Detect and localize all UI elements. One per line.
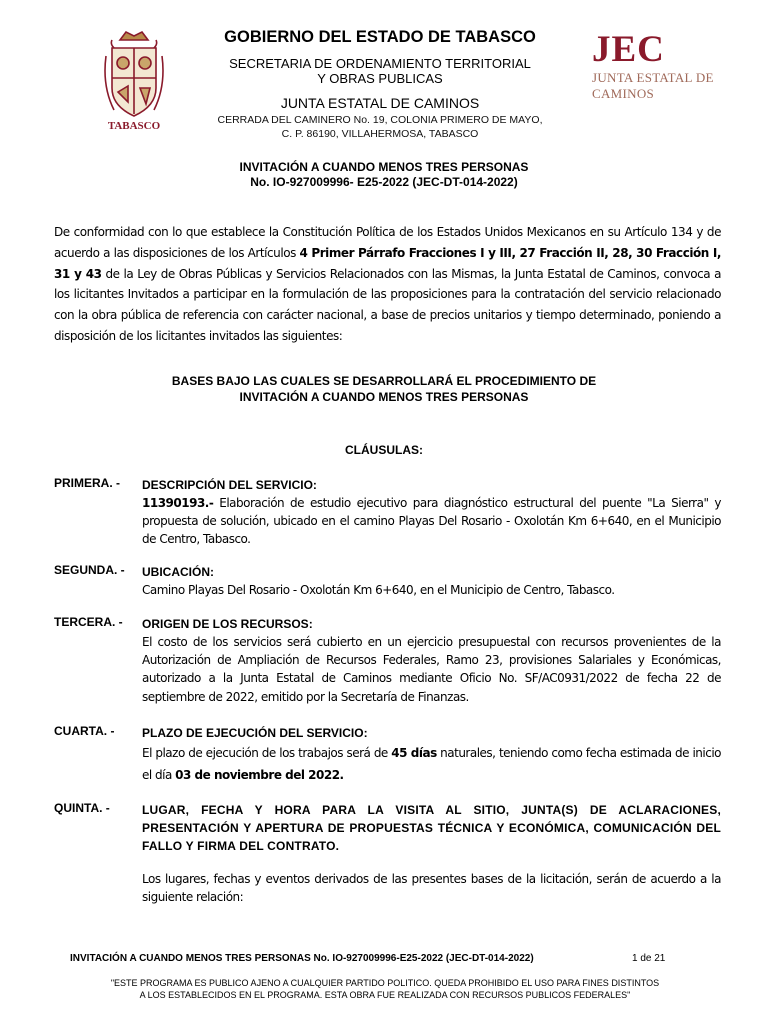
- service-description: Elaboración de estudio ejecutivo para diagnóstico estructural del puente "La Sierra" y propuesta de solución, ubicado en el camino Playas Del Rosario - Oxolotán Km 6+640, en el Municipio de Centro, Tabasco.: [142, 496, 721, 547]
- invitation-title: [0, 160, 768, 190]
- government-title: GOBIERNO DEL ESTADO DE TABASCO: [224, 28, 536, 46]
- secretaria-name: [190, 56, 570, 86]
- seal-label: TABASCO: [107, 120, 161, 132]
- tabasco-coat-of-arms-icon: [100, 26, 168, 134]
- bases-title-line-2: INVITACIÓN A CUANDO MENOS TRES PERSONAS: [239, 389, 529, 404]
- bases-title: [0, 374, 768, 405]
- clause-quinta: [54, 801, 721, 906]
- clause-text: Los lugares, fechas y eventos derivados de las presentes bases de la licitación, serán de acuerdo a la siguiente relación:: [142, 871, 721, 904]
- clause-label: TERCERA. -: [54, 615, 123, 629]
- clause-label: CUARTA. -: [54, 724, 115, 738]
- clause-heading: LUGAR, FECHA Y HORA PARA LA VISITA AL SITIO, JUNTA(S) DE ACLARACIONES, PRESENTACIÓN Y APERTURA DE PROPUESTAS TÉCNICA Y ECONÓMICA, COMUNICACIÓN DEL FALLO Y FIRMA DEL CONTRATO.: [142, 803, 721, 854]
- plazo-text-1: El plazo de ejecución de los trabajos será de: [142, 746, 392, 760]
- invitation-title-line-1: INVITACIÓN A CUANDO MENOS TRES PERSONAS: [239, 160, 529, 174]
- clause-text: [142, 494, 721, 549]
- clause-label: PRIMERA. -: [54, 476, 120, 490]
- bases-title-line-1: BASES BAJO LAS CUALES SE DESARROLLARÁ EL PROCEDIMIENTO DE: [171, 374, 597, 388]
- jec-logo-line-1: JUNTA ESTATAL DE: [592, 70, 714, 85]
- intro-articles: 4 Primer Párrafo Fracciones I y III, 27 Fracción II, 28, 30 Fracción I, 31 y 43: [54, 245, 721, 281]
- secretaria-line-2: Y OBRAS PUBLICAS: [317, 71, 443, 86]
- plazo-start-date: 03 de noviembre del 2022.: [175, 768, 344, 782]
- page-number: 1 de 21: [632, 953, 666, 964]
- clause-segunda: [54, 563, 721, 599]
- disclaimer-line-1: "ESTE PROGRAMA ES PUBLICO AJENO A CUALQUIER PARTIDO POLITICO. QUEDA PROHIBIDO EL USO PARA FINES DISTINTOS: [110, 978, 660, 988]
- clause-text: [142, 742, 721, 786]
- service-code: 11390193.-: [142, 496, 214, 510]
- address: [190, 113, 570, 141]
- jec-logo: [592, 30, 742, 102]
- clause-primera: [54, 476, 721, 549]
- secretaria-line-1: SECRETARIA DE ORDENAMIENTO TERRITORIAL: [229, 56, 531, 71]
- clause-text: El costo de los servicios será cubierto en un ejercicio presupuestal con recursos provenientes de la Autorización de Ampliación de Recursos Federales, Ramo 23, provisiones Salariales y Económicas, autorizado a la Junta Estatal de Caminos mediante Oficio No. SF/AC0931/2022 de fecha 22 de septiembre de 2022, emitido por la Secretaría de Finanzas.: [142, 635, 721, 704]
- plazo-text-2: naturales, teniendo como fecha estimada de inicio el día: [142, 746, 721, 782]
- jec-logo-line-2: CAMINOS: [592, 86, 655, 101]
- address-line-2: C. P. 86190, VILLAHERMOSA, TABASCO: [281, 128, 479, 140]
- clause-tercera: [54, 615, 721, 706]
- disclaimer: [80, 978, 690, 1001]
- intro-text-1: De conformidad con lo que establece la Constitución Política de los Estados Unidos Mexicanos en su Artículo 134 y de acuerdo a las disposiciones de los Artículos: [54, 225, 721, 260]
- clause-heading: PLAZO DE EJECUCIÓN DEL SERVICIO:: [142, 726, 368, 740]
- clause-text: Camino Playas Del Rosario - Oxolotán Km 6+640, en el Municipio de Centro, Tabasco.: [142, 583, 615, 597]
- invitation-number: No. IO-927009996- E25-2022 (JEC-DT-014-2022): [250, 175, 518, 189]
- clause-cuarta: [54, 724, 721, 786]
- address-line-1: CERRADA DEL CAMINERO No. 19, COLONIA PRIMERO DE MAYO,: [217, 114, 543, 126]
- jec-logo-mark: JEC: [592, 29, 665, 70]
- clause-heading: ORIGEN DE LOS RECURSOS:: [142, 617, 313, 631]
- letterhead: [190, 28, 570, 141]
- intro-paragraph: [54, 222, 721, 347]
- disclaimer-line-2: A LOS ESTABLECIDOS EN EL PROGRAMA. ESTA OBRA FUE REALIZADA CON RECURSOS PUBLICOS FEDERALES": [139, 989, 631, 1000]
- clause-label: SEGUNDA. -: [54, 563, 125, 577]
- clause-heading: UBICACIÓN:: [142, 565, 214, 579]
- clausulas-title: CLÁUSULAS:: [345, 443, 423, 457]
- footer-reference: INVITACIÓN A CUANDO MENOS TRES PERSONAS No. IO-927009996-E25-2022 (JEC-DT-014-2022): [70, 953, 534, 964]
- clause-label: QUINTA. -: [54, 801, 110, 815]
- intro-text-2: de la Ley de Obras Públicas y Servicios Relacionados con las Mismas, la Junta Estatal de Caminos, convoca a los licitantes Invitados a participar en la formulación de las proposiciones para la contratación del servicio relacionado con la obra pública de referencia con carácter nacional, a base de precios unitarios y tiempo determinado, poniendo a disposición de los licitantes invitados las siguientes:: [54, 266, 721, 343]
- plazo-days: 45 días: [391, 746, 437, 760]
- junta-name: JUNTA ESTATAL DE CAMINOS: [280, 95, 480, 111]
- clause-heading: DESCRIPCIÓN DEL SERVICIO:: [142, 478, 317, 492]
